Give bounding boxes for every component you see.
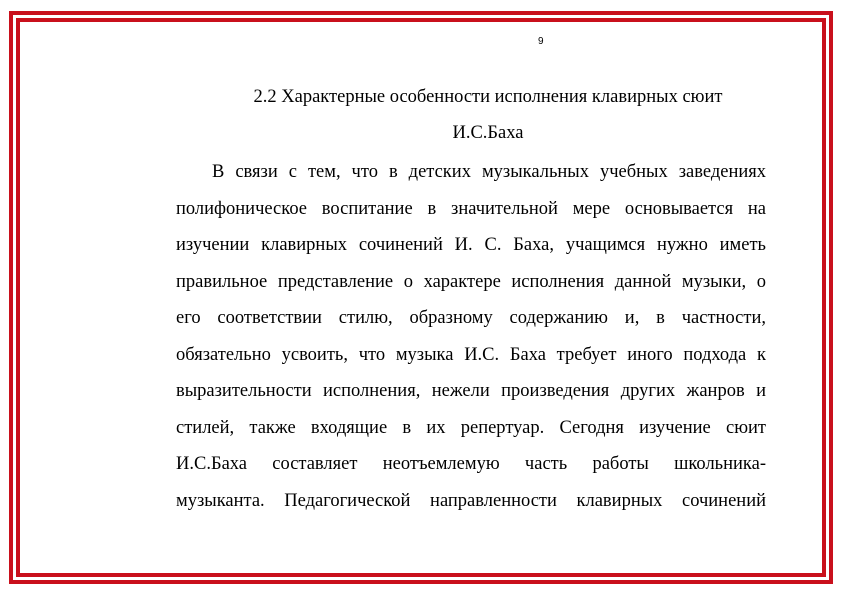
text-line: изучении клавирных сочинений И. С. Баха, учащимся нужно иметь <box>176 235 766 255</box>
text-line: его соответствии стилю, образному содержанию и, в частности, <box>176 308 766 328</box>
section-heading: 2.2 Характерные особенности исполнения клавирных сюит <box>253 87 723 107</box>
text-line: музыканта. Педагогической направленности клавирных сочинений <box>176 490 766 511</box>
text-line: обязательно усвоить, что музыка И.С. Баха требует иного подхода к <box>176 344 766 365</box>
text-line: В связи с тем, что в детских музыкальных учебных заведениях <box>212 162 766 182</box>
text-line: выразительности исполнения, нежели произведения других жанров и <box>176 381 766 401</box>
section-heading-continued: И.С.Баха <box>452 123 524 143</box>
text-line: И.С.Баха составляет неотъемлемую часть работы школьника- <box>176 454 766 474</box>
page-number: 9 <box>538 36 544 47</box>
text-line: правильное представление о характере исполнения данной музыки, о <box>176 271 766 292</box>
body-paragraph <box>176 154 766 519</box>
text-line: стилей, также входящие в их репертуар. Сегодня изучение сюит <box>176 417 766 438</box>
text-line: полифоническое воспитание в значительной мере основывается на <box>176 198 766 219</box>
